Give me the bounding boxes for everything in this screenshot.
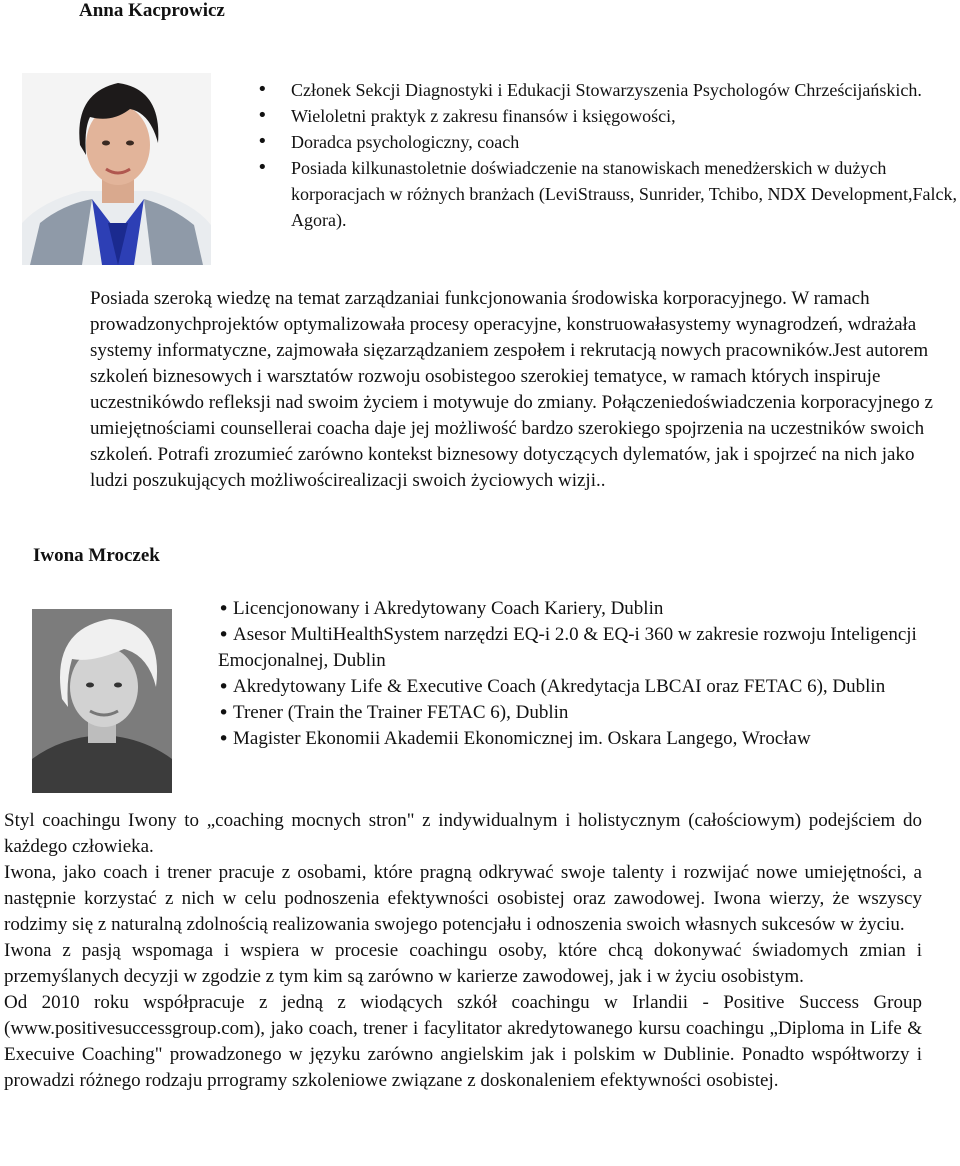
person2-name: Iwona Mroczek	[33, 545, 160, 566]
paragraph: Od 2010 roku współpracuje z jedną z wiodących szkół coachingu w Irlandii - Positive Success Group (www.positivesuccessgroup.com), jako coach, trener i facylitator akredytowanego kursu coachingu „Diploma in Life & Execuive Coaching" prowadzonego w języku zarówno angielskim jak i polskim w Dublinie. Ponadto współtworzy i prowadzi różnego rodzaju prrogramy szkoleniowe związane z doskonaleniem efektywności osobistej.	[4, 992, 922, 1091]
list-item: • Trener (Train the Trainer FETAC 6), Dublin	[218, 700, 918, 726]
list-item: • Posiada kilkunastoletnie doświadczenie na stanowiskach menedżerskich w dużych korporacjach w różnych branżach (LeviStrauss, Sunrider, Tchibo, NDX Development,Falck, Agora).	[291, 155, 959, 233]
person2-bullet-list	[218, 596, 918, 752]
list-item: • Licencjonowany i Akredytowany Coach Kariery, Dublin	[218, 596, 918, 622]
list-item: • Asesor MultiHealthSystem narzędzi EQ-i 2.0 & EQ-i 360 w zakresie rozwoju Inteligencji Emocjonalnej, Dublin	[218, 622, 918, 674]
list-item: • Członek Sekcji Diagnostyki i Edukacji Stowarzyszenia Psychologów Chrześcijańskich.	[291, 77, 959, 103]
list-item: • Magister Ekonomii Akademii Ekonomicznej im. Oskara Langego, Wrocław	[218, 726, 918, 752]
portrait-image-icon	[22, 73, 211, 265]
person2-photo	[32, 609, 172, 793]
person1-photo	[22, 73, 211, 265]
person1-bullet-list	[291, 77, 959, 233]
list-item: • Doradca psychologiczny, coach	[291, 129, 959, 155]
portrait-image-icon	[32, 609, 172, 793]
person1-name: Anna Kacprowicz	[79, 0, 225, 21]
person1-bio: Posiada szeroką wiedzę na temat zarządzaniai funkcjonowania środowiska korporacyjnego. W ramach prowadzonychprojektów optymalizowała procesy operacyjne, konstruowałasystemy wynagrodzeń, wdrażała systemy informatyczne, zajmowała sięzarządzaniem zespołem i rekrutacją nowych pracowników.Jest autorem szkoleń biznesowych i warsztatów rozwoju osobistegoo szerokiej tematyce, w ramach których inspiruje uczestnikówdo refleksji nad swoim życiem i motywuje do zmiany. Połączeniedoświadczenia korporacyjnego z umiejętnościami counsellerai coacha daje jej możliwość bardzo szerokiego spojrzenia na uczestników swoich szkoleń. Potrafi zrozumieć zarówno kontekst biznesowy dotyczących dylematów, jak i spojrzeć na nich jako ludzi poszukujących możliwościrealizacji swoich życiowych wizji..	[90, 288, 933, 491]
paragraph: Iwona z pasją wspomaga i wspiera w procesie coachingu osoby, które chcą dokonywać świadomych zmian i przemyślanych decyzji w zgodzie z tym kim są zarówno w karierze zawodowej, jak i w życiu osobistym.	[4, 940, 922, 987]
person2-description	[4, 808, 922, 1094]
paragraph: Iwona, jako coach i trener pracuje z osobami, które pragną odkrywać swoje talenty i rozwijać nowe umiejętności, a następnie korzystać z nich w celu podnoszenia efektywności osobistej oraz zawodowej. Iwona wierzy, że wszyscy rodzimy się z naturalną zdolnością realizowania swojego potencjału i odnoszenia swoich własnych sukcesów w życiu.	[4, 862, 922, 935]
list-item: • Wieloletni praktyk z zakresu finansów i księgowości,	[291, 103, 959, 129]
paragraph: Styl coachingu Iwony to „coaching mocnych stron" z indywidualnym i holistycznym (całościowym) podejściem do każdego człowieka.	[4, 810, 922, 857]
list-item: • Akredytowany Life & Executive Coach (Akredytacja LBCAI oraz FETAC 6), Dublin	[218, 674, 918, 700]
